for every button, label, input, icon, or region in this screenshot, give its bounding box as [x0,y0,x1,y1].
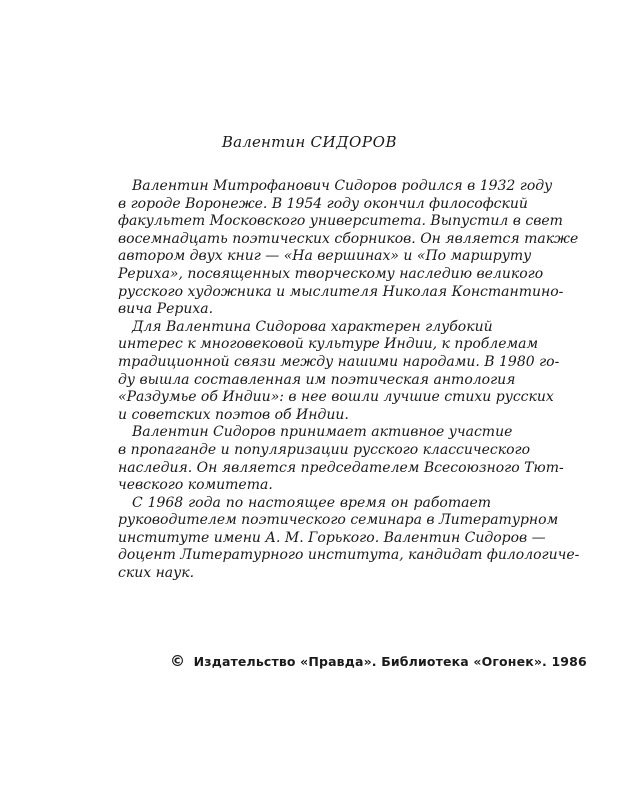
bio-line: в городе Воронеже. В 1954 году окончил философский [118,195,528,212]
bio-line: Рериха», посвященных творческому наследию великого [118,265,544,282]
bio-line: факультет Московского университета. Выпустил в свет [118,213,563,230]
author-biography [118,178,580,583]
author-surname: СИДОРОВ [310,133,398,151]
bio-paragraph-4 [118,494,580,583]
bio-paragraph-1 [118,178,579,319]
bio-line: вича Рериха. [118,301,214,318]
bio-line: «Раздумье об Индии»: в нее вошли лучшие стихи русских [118,389,554,406]
bio-line: чевского комитета. [118,477,273,494]
bio-line: С 1968 года по настоящее время он работает [132,494,491,511]
bio-line: традиционной связи между нашими народами. В 1980 го- [118,353,560,370]
copyright-symbol: © [170,652,186,670]
bio-line: Для Валентина Сидорова характерен глубокий [132,318,493,335]
copyright-notice [170,652,587,670]
bio-line: автором двух книг — «На вершинах» и «По маршруту [118,248,532,265]
copyright-text: Издательство «Правда». Библиотека «Огонек». 1986 [193,654,587,669]
bio-line: интерес к многовековой культуре Индии, к проблемам [118,336,539,353]
bio-line: руководителем поэтического семинара в Литературном [118,512,559,529]
author-first-name: Валентин [221,133,306,151]
bio-line: Валентин Митрофанович Сидоров родился в 1932 году [132,178,553,194]
bio-line: ду вышла составленная им поэтическая антология [118,371,516,388]
bio-line: Валентин Сидоров принимает активное участие [132,424,513,441]
bio-line: в пропаганде и популяризации русского классического [118,441,531,458]
bio-line: русского художника и мыслителя Николая Константино- [118,283,564,300]
author-name [0,133,619,151]
bio-line: ских наук. [118,565,195,582]
bio-line: и советских поэтов об Индии. [118,406,349,423]
bio-line: институте имени А. М. Горького. Валентин Сидоров — [118,529,546,546]
bio-line: восемнадцать поэтических сборников. Он является также [118,230,579,247]
bio-paragraph-3 [118,424,564,494]
bio-paragraph-2 [118,318,560,425]
bio-line: доцент Литературного института, кандидат филологиче- [118,547,580,564]
bio-line: наследия. Он является председателем Всесоюзного Тют- [118,459,564,476]
